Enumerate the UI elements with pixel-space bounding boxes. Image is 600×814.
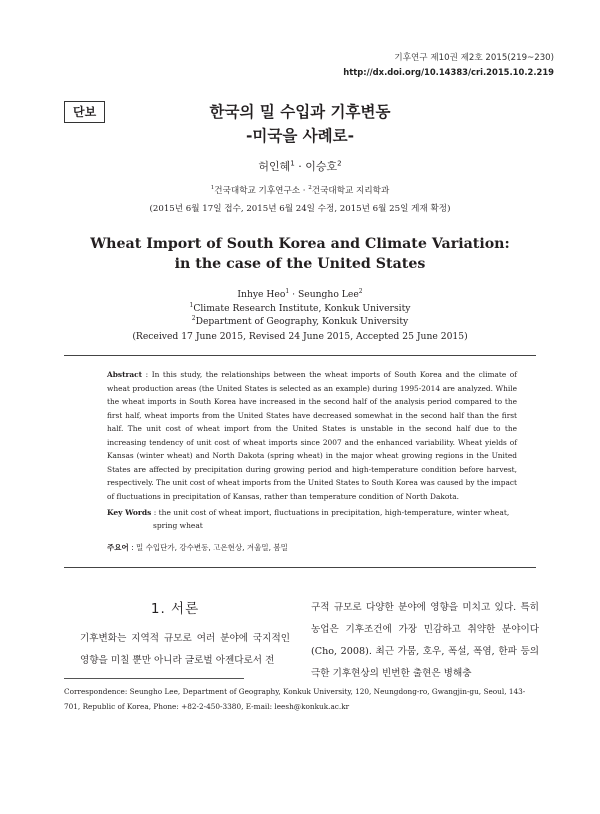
korean-keywords-text: : 밀 수입단가, 강수변동, 고온현상, 겨울밀, 봄밀	[128, 543, 288, 552]
korean-title-line2: -미국을 사례로-	[245, 127, 355, 145]
english-title-line1: Wheat Import of South Korea and Climate Variation:	[90, 236, 510, 252]
english-affiliation-1	[0, 302, 600, 315]
korean-title-line1: 한국의 밀 수입과 기후변동	[209, 103, 391, 121]
korean-affil-sup2: 2	[308, 185, 312, 192]
keywords-line1	[107, 506, 517, 519]
english-affil1-sup: 1	[189, 301, 194, 309]
keywords-label: Key Words	[107, 508, 152, 517]
abstract-top-rule	[64, 355, 536, 356]
journal-citation: 기후연구 제10권 제2호 2015(219~230)	[394, 53, 554, 63]
korean-authors	[0, 158, 600, 174]
english-author-separator: ·	[289, 289, 298, 300]
left-paragraph: 기후변화는 지역적 규모로 여러 분야에 국지적인 영향을 미칠 뿐만 아니라 글로벌 아젠다로서 전	[80, 633, 290, 666]
korean-author1-sup: 1	[290, 158, 295, 168]
keywords-text: : the unit cost of wheat import, fluctuations in precipitation, high-temperature, winter wheat,	[151, 508, 510, 517]
korean-affil-text1: 건국대학교 기후연구소 ·	[214, 186, 309, 196]
korean-author2: 이승호	[305, 160, 338, 173]
english-affil2-text: Department of Geography, Konkuk University	[195, 316, 409, 327]
english-author1: Inhye Heo	[237, 289, 286, 300]
english-affil1-text: Climate Research Institute, Konkuk University	[193, 303, 411, 314]
korean-title	[0, 100, 600, 148]
korean-keywords-label: 주요어	[107, 543, 129, 552]
english-authors	[0, 289, 600, 300]
footnote-rule	[64, 678, 244, 679]
english-affiliations	[0, 302, 600, 328]
correspondence-footnote: Correspondence: Seungho Lee, Department of Geography, Konkuk University, 120, Neungdong-ro, Gwangjin-gu, Seoul, 143-701, Republic of Korea, Phone: +82-2-450-3380, E-mail: leesh@konkuk.ac.kr	[64, 687, 526, 711]
right-paragraph: 구적 규모로 다양한 분야에 영향을 미치고 있다. 특히 농업은 기후조건에 가장 민감하고 취약한 분야이다(Cho, 2008). 최근 가뭄, 호우, 폭설, 폭염, 한파 등의 극한 기후현상의 빈번한 출현은 병해충	[311, 602, 539, 679]
body-left-column	[62, 628, 290, 672]
english-title-line2: in the case of the United States	[174, 256, 426, 272]
english-keywords	[107, 506, 517, 532]
english-title	[0, 234, 600, 274]
korean-author-separator: ·	[294, 160, 306, 173]
english-author1-sup: 1	[285, 287, 290, 295]
korean-author1: 허인혜	[258, 160, 291, 173]
english-affil2-sup: 2	[191, 314, 196, 322]
section-heading: 1. 서론	[150, 601, 200, 617]
abstract	[107, 368, 517, 503]
english-affiliation-2	[0, 315, 600, 328]
korean-affiliation-line	[0, 182, 600, 200]
doi-link[interactable]: http://dx.doi.org/10.14383/cri.2015.10.2.219	[343, 67, 554, 77]
korean-author2-sup: 2	[337, 158, 342, 168]
korean-affiliations	[0, 182, 600, 218]
abstract-text: : In this study, the relationships between the wheat imports of South Korea and the climate of wheat production areas (the United States is selected as an example) during 1995-2014 are analyzed. While the wheat imports in South Korea have increased in the second half of the analysis period compared to the first half, wheat imports from the United States have decreased somewhat in the second half than the first half. The unit cost of wheat import from the United States is unstable in the second half due to the increasing tendency of unit cost of wheat imports since 2007 and the enhanced variability. Wheat yields of Kansas (winter wheat) and North Dakota (spring wheat) in the major wheat growing regions in the United States are affected by precipitation during growing period and high-temperature condition before harvest, respectively. The unit cost of wheat imports from the United States to South Korea was caused by the impact of fluctuations in precipitation of Kansas, rather than temperature condition of North Dakota.	[107, 370, 517, 501]
article-type-badge: 단보	[64, 101, 105, 123]
english-received-dates: (Received 17 June 2015, Revised 24 June 2015, Accepted 25 June 2015)	[132, 331, 468, 342]
korean-dates: (2015년 6월 17일 접수, 2015년 6월 24일 수정, 2015년 6월 25일 게재 확정)	[149, 204, 451, 214]
korean-keywords	[107, 542, 288, 553]
korean-affil-sup1: 1	[210, 185, 215, 192]
english-author2-sup: 2	[358, 287, 363, 295]
body-right-column	[311, 597, 539, 685]
korean-affil-text2: 건국대학교 지리학과	[311, 186, 390, 196]
abstract-label: Abstract	[107, 370, 143, 379]
abstract-bottom-rule	[64, 567, 536, 568]
english-author2: Seungho Lee	[297, 289, 359, 300]
keywords-line2: spring wheat	[153, 521, 203, 530]
